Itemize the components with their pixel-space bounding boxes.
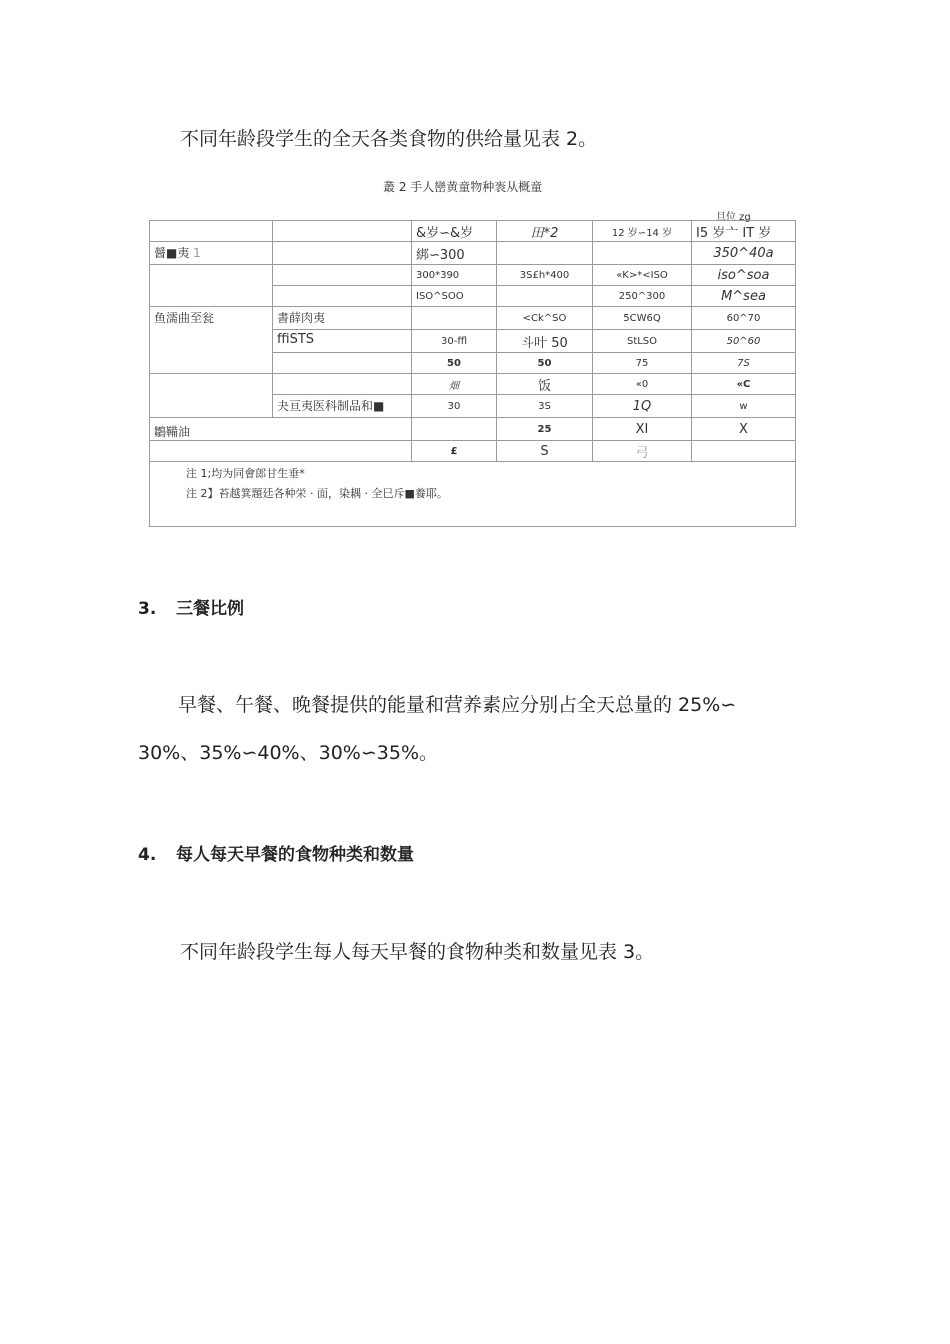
table-cell xyxy=(273,265,412,286)
table-cell: «C xyxy=(692,374,796,395)
table-cell: 250^300 xyxy=(593,286,692,307)
table-notes xyxy=(150,462,796,527)
table-cell: X xyxy=(692,418,796,441)
table-cell: 60^70 xyxy=(692,307,796,330)
table-cell xyxy=(273,353,412,374)
table-cell xyxy=(150,265,273,307)
table-cell: 1Q xyxy=(593,395,692,418)
table-header-row xyxy=(150,221,796,242)
table-cell: iso^soa xyxy=(692,265,796,286)
header-age-4: I5 岁亠 IT 岁 xyxy=(692,221,796,242)
table-cell: 饭 xyxy=(497,374,593,395)
table-cell: 300*390 xyxy=(412,265,497,286)
table-cell: «0 xyxy=(593,374,692,395)
table-cell: S xyxy=(497,441,593,462)
header-age-2: 田*2 xyxy=(497,221,593,242)
row-label: 鱼濡曲至瓮 xyxy=(150,307,273,374)
table-row xyxy=(150,265,796,286)
table-cell: 30 xyxy=(412,395,497,418)
table-cell: «K>*<ISO xyxy=(593,265,692,286)
table-cell: StLSO xyxy=(593,330,692,353)
section-3-paragraph-line-1: 早餐、午餐、晚餐提供的能量和营养素应分别占全天总量的 25%∽ xyxy=(178,694,737,716)
table-cell: 30-ffl xyxy=(412,330,497,353)
table-cell: 7S xyxy=(692,353,796,374)
table-cell xyxy=(273,286,412,307)
table-cell xyxy=(692,441,796,462)
table-cell: 5CW6Q xyxy=(593,307,692,330)
row-sublabel: 夬亘夷医科制品和■ xyxy=(273,395,412,418)
table-row xyxy=(150,374,796,395)
table-cell: 弓 xyxy=(593,441,692,462)
section-4-heading xyxy=(138,840,414,865)
table-cell xyxy=(412,307,497,330)
table-cell: ISO^SOO xyxy=(412,286,497,307)
table-cell xyxy=(497,242,593,265)
table-cell xyxy=(593,242,692,265)
table-cell: 50 xyxy=(412,353,497,374)
table-unit: 旦位 zg xyxy=(716,212,751,223)
table-cell: 3S£h*400 xyxy=(497,265,593,286)
table-cell xyxy=(497,286,593,307)
table-row xyxy=(150,418,796,441)
table-cell xyxy=(273,374,412,395)
section-4-title: 每人每天早餐的食物种类和数量 xyxy=(176,845,414,865)
table-cell xyxy=(150,441,412,462)
row-sublabel: ffiSTS xyxy=(273,330,412,353)
table-note-2: 注 2】苔越箕題廷各种栄 · 面，染耦 · 全巳斥■養耶。 xyxy=(186,487,448,500)
section-3-paragraph-line-2: 30%、35%∽40%、30%∽35%。 xyxy=(138,742,438,764)
table-cell: 畑 xyxy=(412,374,497,395)
table-cell: 75 xyxy=(593,353,692,374)
table-cell: 50 xyxy=(497,353,593,374)
table-cell: 50^60 xyxy=(692,330,796,353)
table-cell: 綁∽300 xyxy=(412,242,497,265)
table-cell: 25 xyxy=(497,418,593,441)
table-cell xyxy=(150,374,273,418)
table-cell: XI xyxy=(593,418,692,441)
table-cell xyxy=(412,418,497,441)
table-note-1: 注 1;均为同會郎甘生垂* xyxy=(186,467,305,480)
table-cell xyxy=(273,242,412,265)
table-cell: M^sea xyxy=(692,286,796,307)
row-label-text: 醤■夷 xyxy=(154,246,190,260)
table-row xyxy=(150,441,796,462)
row-sublabel: 書薛肉夷 xyxy=(273,307,412,330)
header-age-3: 12 岁∽14 岁 xyxy=(593,221,692,242)
table-row xyxy=(150,307,796,330)
header-cell-empty xyxy=(150,221,273,242)
food-supply-table xyxy=(149,220,796,527)
section-4-number: 4. xyxy=(138,845,157,865)
section-3-title: 三餐比例 xyxy=(176,599,244,619)
table-row xyxy=(150,242,796,265)
table-cell: £ xyxy=(412,441,497,462)
header-cell-empty xyxy=(273,221,412,242)
table-notes-row xyxy=(150,462,796,527)
table-cell: 3S xyxy=(497,395,593,418)
section-3-number: 3. xyxy=(138,599,157,619)
row-label-suffix: 1 xyxy=(193,246,201,260)
table-cell: w xyxy=(692,395,796,418)
table-cell: 350^40a xyxy=(692,242,796,265)
table-cell: <Ck^SO xyxy=(497,307,593,330)
intro-paragraph: 不同年龄段学生的全天各类食物的供给量见表 2。 xyxy=(180,128,598,150)
row-label xyxy=(150,242,273,265)
section-3-heading xyxy=(138,594,244,619)
header-age-1: &岁∽&岁 xyxy=(412,221,497,242)
table-caption: 叢 2 手人巒黄童物种袠从概童 xyxy=(383,180,543,194)
section-4-paragraph: 不同年龄段学生每人每天早餐的食物种类和数量见表 3。 xyxy=(180,941,655,963)
table-cell: 斗叶 50 xyxy=(497,330,593,353)
row-label: 鶵鞴油 xyxy=(150,418,412,441)
